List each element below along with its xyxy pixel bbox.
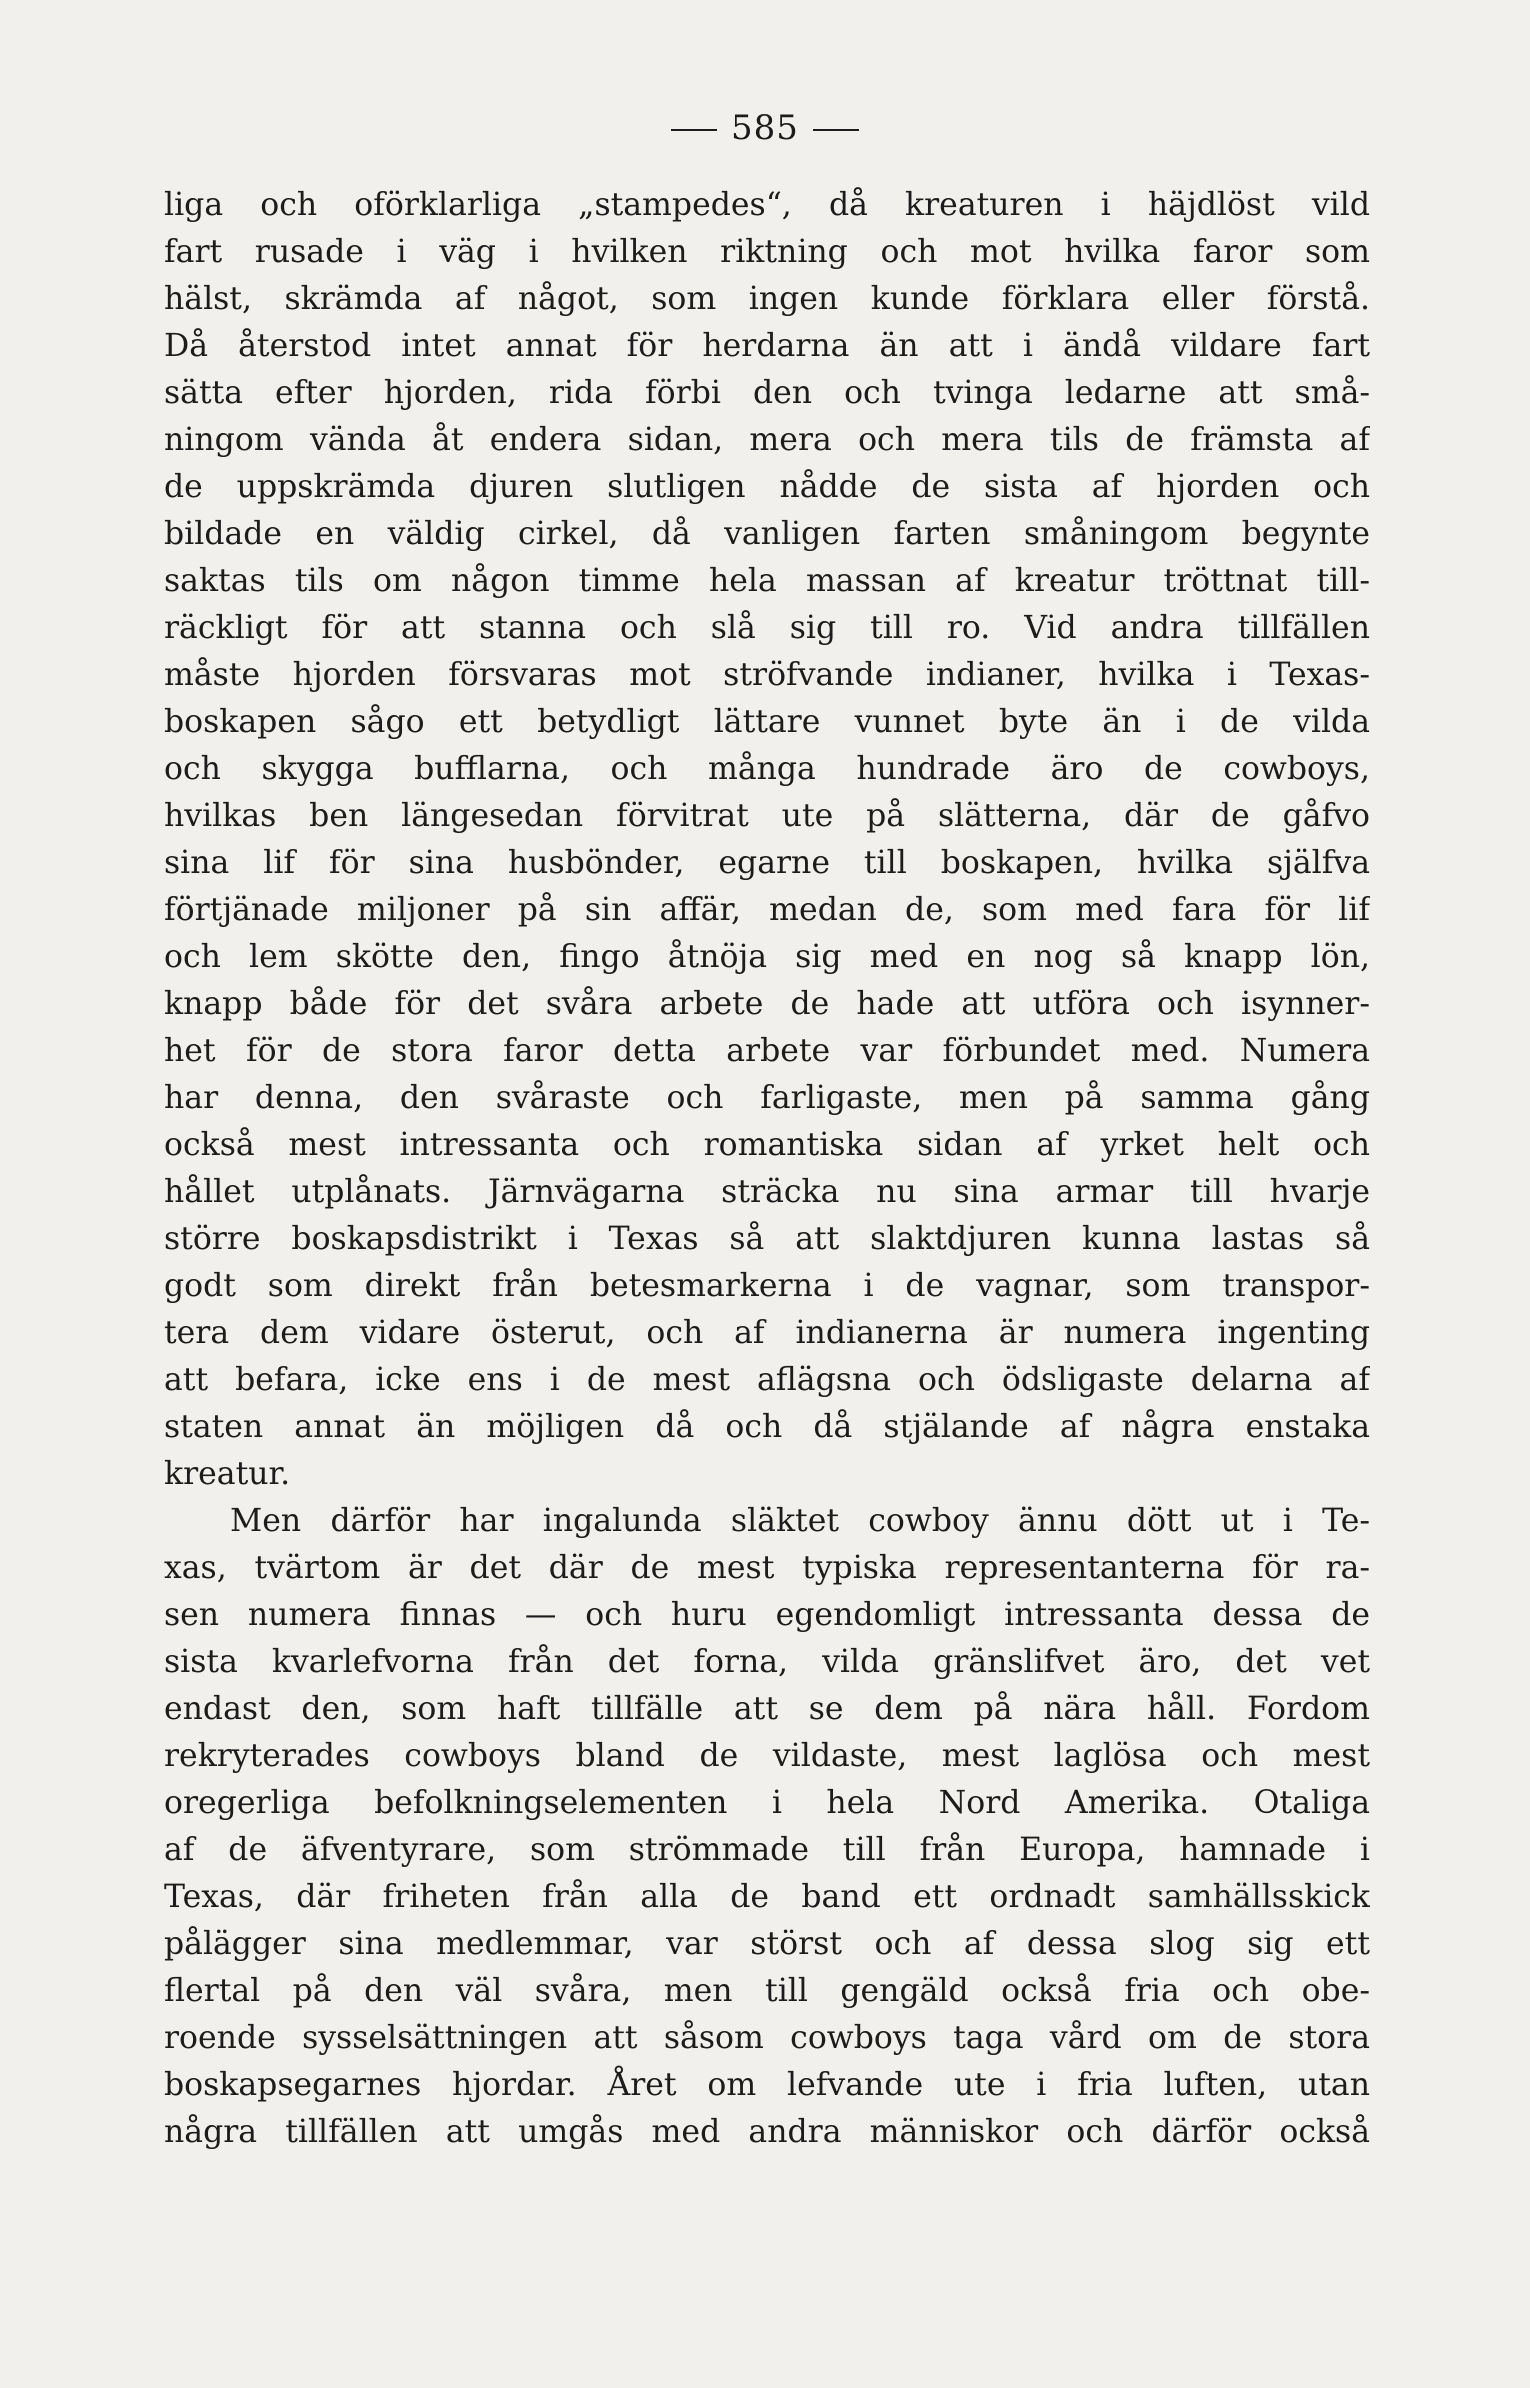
text-line: hvilkas ben längesedan förvitrat ute på slätterna, där de gåfvo <box>164 798 1370 834</box>
text-line: hållet utplånats. Järnvägarna sträcka nu sina armar till hvarje <box>164 1174 1370 1210</box>
text-line: sina lif för sina husbönder, egarne till boskapen, hvilka själfva <box>164 845 1370 881</box>
text-line: ningom vända åt endera sidan, mera och mera tils de främsta af <box>164 422 1370 458</box>
text-line: sista kvarlefvorna från det forna, vilda gränslifvet äro, det vet <box>164 1644 1370 1680</box>
text-line: har denna, den svåraste och farligaste, men på samma gång <box>164 1080 1370 1116</box>
text-line: hälst, skrämda af något, som ingen kunde förklara eller förstå. <box>164 281 1370 317</box>
text-line: boskapen sågo ett betydligt lättare vunnet byte än i de vilda <box>164 704 1370 740</box>
text-line: att befara, icke ens i de mest aflägsna och ödsligaste delarna af <box>164 1362 1370 1398</box>
text-line: de uppskrämda djuren slutligen nådde de sista af hjorden och <box>164 469 1370 505</box>
text-line: sen numera finnas — och huru egendomligt intressanta dessa de <box>164 1597 1370 1633</box>
text-line: pålägger sina medlemmar, var störst och af dessa slog sig ett <box>164 1926 1370 1962</box>
text-line: roende sysselsättningen att såsom cowboys taga vård om de stora <box>164 2020 1370 2056</box>
page-number <box>0 102 1530 154</box>
page-number-dash-left <box>671 129 717 131</box>
text-line: sätta efter hjorden, rida förbi den och tvinga ledarne att små- <box>164 375 1370 411</box>
body-text <box>164 182 1370 2156</box>
text-line: räckligt för att stanna och slå sig till ro. Vid andra tillfällen <box>164 610 1370 646</box>
text-line: också mest intressanta och romantiska sidan af yrket helt och <box>164 1127 1370 1163</box>
text-line: saktas tils om någon timme hela massan af kreatur tröttnat till- <box>164 563 1370 599</box>
text-line: Texas, där friheten från alla de band ett ordnadt samhällsskick <box>164 1879 1370 1915</box>
text-line: flertal på den väl svåra, men till gengäld också fria och obe- <box>164 1973 1370 2009</box>
text-line: måste hjorden försvaras mot ströfvande indianer, hvilka i Texas- <box>164 657 1370 693</box>
text-line-paragraph-end: kreatur. <box>164 1456 291 1492</box>
text-line: rekryterades cowboys bland de vildaste, mest laglösa och mest <box>164 1738 1370 1774</box>
text-line: godt som direkt från betesmarkerna i de vagnar, som transpor- <box>164 1268 1370 1304</box>
text-line: fart rusade i väg i hvilken riktning och mot hvilka faror som <box>164 234 1370 270</box>
text-line: och lem skötte den, fingo åtnöja sig med en nog så knapp lön, <box>164 939 1370 975</box>
text-line: het för de stora faror detta arbete var förbundet med. Numera <box>164 1033 1370 1069</box>
text-line: större boskapsdistrikt i Texas så att slaktdjuren kunna lastas så <box>164 1221 1370 1257</box>
text-line: af de äfventyrare, som strömmade till från Europa, hamnade i <box>164 1832 1370 1868</box>
page-number-dash-right <box>813 129 859 131</box>
text-line: några tillfällen att umgås med andra människor och därför också <box>164 2114 1370 2150</box>
text-line: oregerliga befolkningselementen i hela Nord Amerika. Otaliga <box>164 1785 1370 1821</box>
text-line: Då återstod intet annat för herdarna än att i ändå vildare fart <box>164 328 1370 364</box>
text-line: knapp både för det svåra arbete de hade att utföra och isynner- <box>164 986 1370 1022</box>
text-line: endast den, som haft tillfälle att se dem på nära håll. Fordom <box>164 1691 1370 1727</box>
text-line: liga och oförklarliga „stampedes“, då kreaturen i häjdlöst vild <box>164 187 1370 223</box>
text-line-paragraph-start: Men därför har ingalunda släktet cowboy ännu dött ut i Te- <box>230 1503 1370 1539</box>
text-line: boskapsegarnes hjordar. Året om lefvande ute i fria luften, utan <box>164 2067 1370 2103</box>
text-line: staten annat än möjligen då och då stjälande af några enstaka <box>164 1409 1370 1445</box>
text-line: tera dem vidare österut, och af indianerna är numera ingenting <box>164 1315 1370 1351</box>
text-line: bildade en väldig cirkel, då vanligen farten småningom begynte <box>164 516 1370 552</box>
text-line: förtjänade miljoner på sin affär, medan de, som med fara för lif <box>164 892 1370 928</box>
text-line: och skygga bufflarna, och många hundrade äro de cowboys, <box>164 751 1370 787</box>
page-number-value: 585 <box>731 108 799 148</box>
text-line: xas, tvärtom är det där de mest typiska representanterna för ra- <box>164 1550 1370 1586</box>
